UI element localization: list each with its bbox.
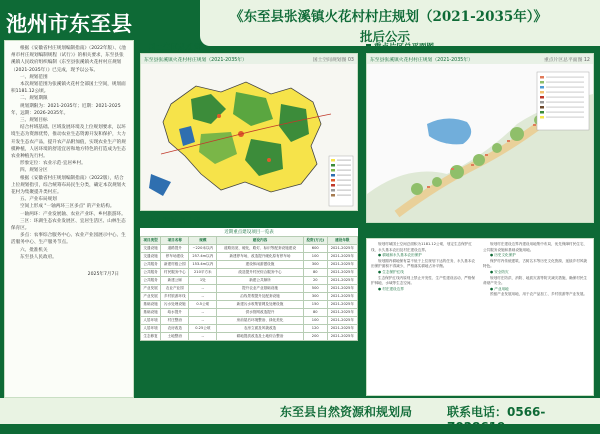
control-paragraph: 预留产业发展用地，用于农产品加工、乡村旅游等产业发展。 bbox=[490, 292, 588, 297]
table-header-cell: 建设内容 bbox=[217, 237, 304, 245]
control-paragraph: 规划期内耕地保有量不低于上位规划下达的任务，永久基本农田保护面积不得减少，严格落实耕地占补平衡。 bbox=[371, 258, 476, 269]
notice-paragraph: 三、规划目标 bbox=[20, 118, 48, 124]
table-cell: 乡村旅游环线 bbox=[161, 293, 189, 301]
notice-paragraph: 本次规划范围为张溪镇火花村全部国土空间，规划面积1181.12公顷。 bbox=[11, 82, 126, 95]
table-cell: 2021-2025年 bbox=[327, 245, 357, 253]
table-cell: 房前屋后环境整治、绿化美化 bbox=[217, 317, 304, 325]
table-cell: -- bbox=[189, 333, 217, 341]
table-cell: 供水管网改造提升 bbox=[217, 309, 304, 317]
table-cell: 1处 bbox=[189, 277, 217, 285]
control-paragraph: 规划村庄防洪、消防、地质灾害等防灾减灾措施，确保村民生命财产安全。 bbox=[483, 275, 588, 286]
control-heading: ● 村庄建设边界 bbox=[378, 286, 404, 291]
notice-paragraph: 结合村域基础、区域发展环境及上位规划要求，以环境生态为资源优势，推动农业生态资源开发和保护，大力开发生态农产品，提升农产品附加值，实现农业生产的规模种植，人居环境的舒适宜居和地方特色的打造成为生态农业种植先行村。 bbox=[11, 125, 126, 160]
notice-paragraph: 五、产业布局规划 bbox=[20, 197, 57, 203]
section-label: 空间管控规划 bbox=[374, 226, 419, 236]
county-name: 池州市东至县 bbox=[6, 12, 132, 36]
table-row bbox=[141, 317, 358, 325]
table-body bbox=[141, 245, 358, 341]
table-cell: 产业发展 bbox=[141, 293, 161, 301]
control-paragraph: 保护村内传统建筑、古树名木等历史文化资源，延续乡村风貌特色。 bbox=[483, 258, 588, 269]
table-header-cell: 项目名称 bbox=[161, 237, 189, 245]
table-cell: 道路拓宽、硬化，路灯、标识等配套设施建设 bbox=[217, 245, 304, 253]
table-cell: 人居环境 bbox=[141, 325, 161, 333]
table-row bbox=[141, 293, 358, 301]
table-cell: 新建公共厕所 bbox=[217, 277, 304, 285]
table-cell: 300 bbox=[303, 261, 327, 269]
notice-paragraph: 空间上形成 "一轴两环三区多点" 的产业结构。 bbox=[20, 204, 115, 210]
table-cell: 停车场建设 bbox=[161, 253, 189, 261]
table-cell: 2021-2025年 bbox=[327, 333, 357, 341]
table-cell: 2021-2025年 bbox=[327, 317, 357, 325]
table-cell: 2021-2025年 bbox=[327, 293, 357, 301]
table-cell: 基础设施 bbox=[141, 301, 161, 309]
footer-bar bbox=[0, 398, 600, 434]
table-cell: 600 bbox=[303, 245, 327, 253]
table-cell: -- bbox=[189, 285, 217, 293]
table-cell: 沿线景观提升及配套设施 bbox=[217, 293, 304, 301]
table-header-cell: 项目类型 bbox=[141, 237, 161, 245]
map-header-title: 东至县张溪镇火花村村庄规划（2021-2035年） bbox=[370, 57, 473, 63]
control-heading: ● 安全防灾 bbox=[490, 269, 509, 274]
table-cell: 0.5公顷 bbox=[189, 301, 217, 309]
notice-text bbox=[11, 45, 127, 261]
table-cell: 210平方米 bbox=[189, 269, 217, 277]
table-row bbox=[141, 253, 358, 261]
table-row bbox=[141, 285, 358, 293]
table-cell: 农业产业园 bbox=[161, 285, 189, 293]
table-cell: 2021-2025年 bbox=[327, 253, 357, 261]
control-heading: ● 历史文化保护 bbox=[490, 253, 516, 258]
table-cell: 农房改造 bbox=[161, 325, 189, 333]
section-marker-icon bbox=[366, 229, 371, 234]
table-cell: 2021-2025年 bbox=[327, 301, 357, 309]
notice-paragraph: 形象定位：农业示范·宜居乡村。 bbox=[20, 161, 86, 167]
control-paragraph: 规划村庄建设边界内建设用地集中布局，优先保障村民住宅、公共服务设施和基础设施用地。 bbox=[483, 242, 588, 252]
table-cell: 2021-2025年 bbox=[327, 269, 357, 277]
table-cell: 交通设施 bbox=[141, 245, 161, 253]
notice-column bbox=[4, 40, 134, 398]
table-cell: 300 bbox=[303, 293, 327, 301]
control-heading: ● 产业用地 bbox=[490, 286, 509, 291]
table-cell: 100 bbox=[303, 317, 327, 325]
notice-paragraph: 一轴两环：产业发展轴、农业产业环、乡村旅游环。 bbox=[20, 211, 126, 217]
section-control-title bbox=[366, 225, 419, 237]
table-cell: 建设休闲游憩设施 bbox=[217, 261, 304, 269]
table-row bbox=[141, 269, 358, 277]
table-cell: 500 bbox=[303, 285, 327, 293]
table-cell: 村庄整治 bbox=[161, 317, 189, 325]
notice-paragraph: 规划期限为：2021-2035年；近期：2021-2025年，远期：2026-2035年。 bbox=[11, 103, 121, 116]
table-cell: 2021-2025年 bbox=[327, 277, 357, 285]
section-label: 重点片区总平面图 bbox=[374, 41, 434, 51]
table-cell: 新建村级公园 bbox=[161, 261, 189, 269]
table-cell: 农房立面及风貌改造 bbox=[217, 325, 304, 333]
table-header-cell: 规模 bbox=[189, 237, 217, 245]
table-cell: 153.4m以内 bbox=[189, 261, 217, 269]
land-plan-map[interactable] bbox=[140, 53, 358, 211]
master-plan-image bbox=[367, 64, 593, 222]
notice-paragraph: 根据《安徽省村庄规划编制指南》（2022年版）、《池州市村庄规划编制规程（试行）》的相关要求，东至县张溪镇人民政府组织编制《东至县张溪镇火花村村庄规划（2021-2035年）》已完成，现予以公布。 bbox=[11, 46, 126, 73]
table-cell: 80 bbox=[303, 269, 327, 277]
map-header-tag: 重点片区总平面图 12 bbox=[543, 57, 590, 63]
notice-paragraph: 四、规划分区 bbox=[20, 168, 48, 174]
table-row bbox=[141, 245, 358, 253]
table-row bbox=[141, 309, 358, 317]
table-cell: -- bbox=[189, 309, 217, 317]
control-heading: ● 生态保护红线 bbox=[378, 269, 404, 274]
table-header-cell: 建设年限 bbox=[327, 237, 357, 245]
table-cell: 产业发展 bbox=[141, 285, 161, 293]
table-cell: 交通设施 bbox=[141, 253, 161, 261]
notice-paragraph: 三区：环湖生态农业发展区、宜居生活区、山林生态保育区。 bbox=[11, 218, 126, 232]
page-subtitle: 批后公示 bbox=[360, 29, 411, 44]
notice-paragraph: 一、规划范围 bbox=[20, 74, 48, 80]
table-cell: 新建停车场，改造提升硬化原有停车场 bbox=[217, 253, 304, 261]
table-cell: 2021-2025年 bbox=[327, 309, 357, 317]
table-cell: 村民服务中心 bbox=[161, 269, 189, 277]
section-label: 近期建设项目表 bbox=[148, 215, 201, 225]
table-cell: 150 bbox=[303, 301, 327, 309]
table-row bbox=[141, 325, 358, 333]
table-row bbox=[141, 277, 358, 285]
table-cell: 污水处理设施 bbox=[161, 301, 189, 309]
table-cell: 80 bbox=[303, 309, 327, 317]
table-cell: 2021-2025年 bbox=[327, 325, 357, 333]
section-marker-icon bbox=[366, 44, 371, 49]
land-plan-map-image bbox=[141, 64, 357, 210]
map-header bbox=[141, 54, 357, 64]
table-cell: 道路提升 bbox=[161, 245, 189, 253]
table-cell: 新建公厕 bbox=[161, 277, 189, 285]
table-cell: 2021-2025年 bbox=[327, 285, 357, 293]
table-cell: 20 bbox=[303, 277, 327, 285]
control-heading: ● 耕地和永久基本农田保护 bbox=[378, 253, 422, 258]
page-title: 《东至县张溪镇火花村村庄规划（2021-2035年）》 bbox=[230, 9, 547, 25]
table-cell: 120 bbox=[303, 325, 327, 333]
footer-contact: 联系电话：0566-7028619 bbox=[447, 405, 546, 434]
table-cell: -- bbox=[189, 293, 217, 301]
control-paragraph: 规划村域国土空间总面积为1181.12公顷，划定生态保护红线、永久基本农田及村庄建设边界。 bbox=[371, 242, 472, 252]
table-cell: ~220米以内 bbox=[189, 245, 217, 253]
control-paragraph: 生态保护红线内原则上禁止开发性、生产性建设活动，严格保护林地、水域等生态空间。 bbox=[371, 275, 476, 286]
table-cell: 耕地提质改造及土地综合整治 bbox=[217, 333, 304, 341]
table-row bbox=[141, 261, 358, 269]
table-cell: 新建污水收集管网及处理设施 bbox=[217, 301, 304, 309]
table-cell: 257.4m以内 bbox=[189, 253, 217, 261]
table-header-cell: 投资(万元) bbox=[303, 237, 327, 245]
table-header-row bbox=[141, 237, 358, 245]
table-cell: 人居环境 bbox=[141, 317, 161, 325]
table-cell: 生态修复 bbox=[141, 333, 161, 341]
notice-paragraph: 六、批准机关 bbox=[20, 247, 48, 253]
map-header bbox=[367, 54, 593, 64]
table-row bbox=[141, 333, 358, 341]
table-row bbox=[141, 301, 358, 309]
section-marker-icon bbox=[140, 218, 145, 223]
table-cell: 0.25公顷 bbox=[189, 325, 217, 333]
table-cell: 土地整治 bbox=[161, 333, 189, 341]
footer-org: 东至县自然资源和规划局 bbox=[280, 405, 413, 419]
section-marker-icon bbox=[140, 44, 145, 49]
table-cell: 给水提升 bbox=[161, 309, 189, 317]
control-text bbox=[366, 238, 594, 396]
section-recent-projects-title bbox=[140, 214, 201, 226]
section-master-plan-title bbox=[366, 40, 434, 52]
master-plan-map[interactable] bbox=[366, 53, 594, 223]
notice-paragraph: 多点：农事综合服务中心、农业产业园展示中心、生活服务中心、生产服务节点。 bbox=[11, 233, 126, 246]
table-cell: 200 bbox=[303, 333, 327, 341]
table-cell: 公共服务 bbox=[141, 269, 161, 277]
section-land-plan-title bbox=[140, 40, 201, 52]
table-caption: 近期重点建设项目一览表 bbox=[140, 228, 358, 236]
notice-paragraph: 根据《安徽省村庄规划编制指南》（2022版），结合上位规划指引，综合统筹布局民生分类，确定本次规划火花村为集聚提升类村庄。 bbox=[11, 175, 126, 196]
table-cell: 公共服务 bbox=[141, 261, 161, 269]
table-cell: 公共服务 bbox=[141, 277, 161, 285]
map-header-tag: 国土空间规划图 03 bbox=[312, 57, 354, 63]
recent-projects-table bbox=[140, 228, 358, 341]
table-cell: 2021-2025年 bbox=[327, 261, 357, 269]
notice-paragraph: 二、规划期限 bbox=[20, 96, 48, 102]
table-cell: 基础设施 bbox=[141, 309, 161, 317]
table-cell: -- bbox=[189, 317, 217, 325]
notice-paragraph: 东至县人民政府。 bbox=[20, 254, 57, 260]
section-label: 国土空间规划图 bbox=[148, 41, 201, 51]
notice-date: 2025年7月7日 bbox=[87, 272, 119, 278]
map-header-title: 东至县张溪镇火花村村庄规划（2021-2035年） bbox=[144, 57, 247, 63]
table-cell: 改造提升村民综合服务中心 bbox=[217, 269, 304, 277]
table-cell: 100 bbox=[303, 253, 327, 261]
table-cell: 提升农业产业基础设施 bbox=[217, 285, 304, 293]
